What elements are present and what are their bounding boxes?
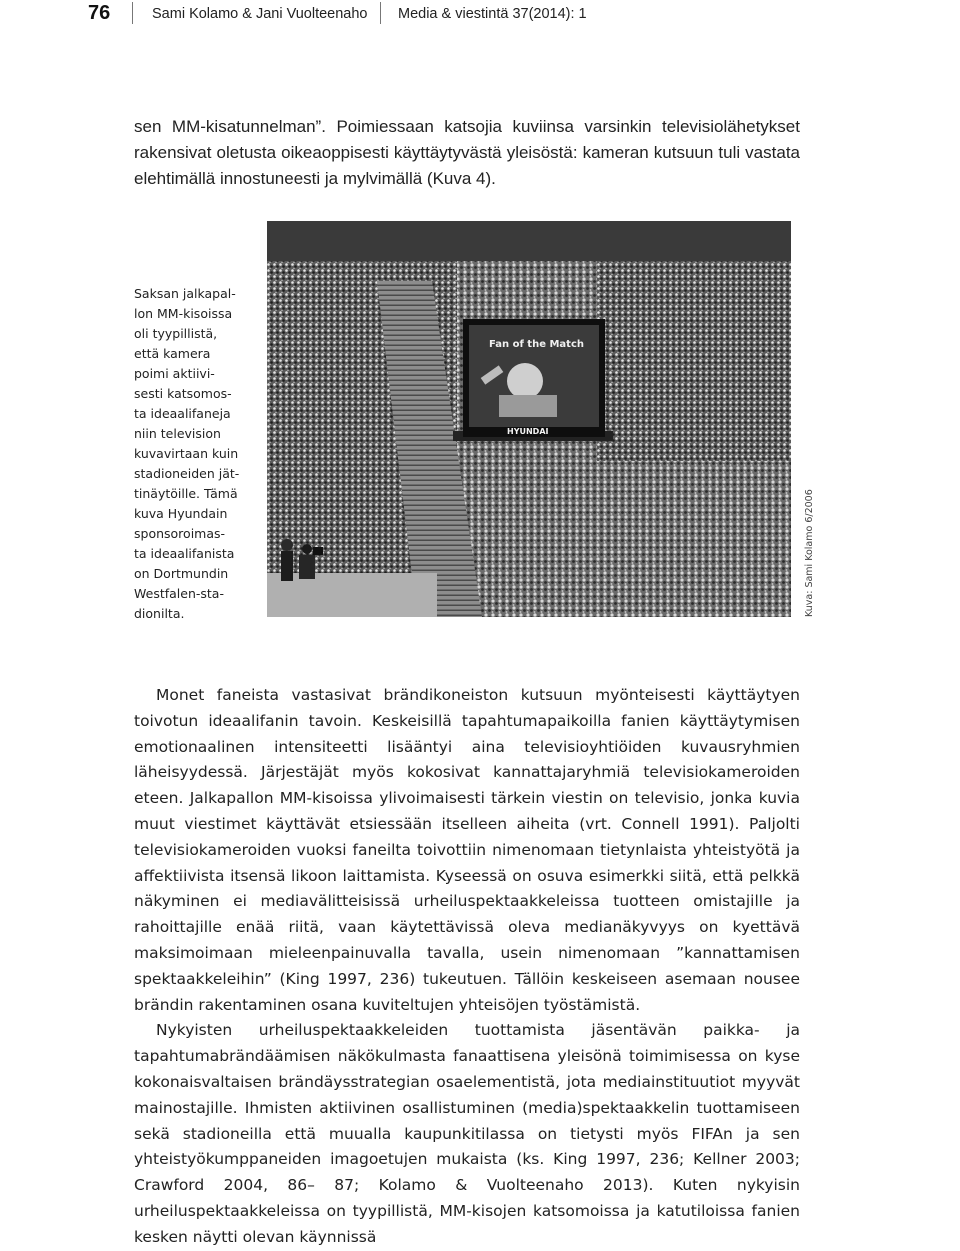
crowd-upper-right [597, 261, 791, 461]
stadium-roof [267, 221, 791, 261]
caption-line: sesti katsomos- [134, 386, 232, 401]
caption-line: dionilta. [134, 606, 185, 621]
photo-credit: Kuva: Sami Kolamo 6/2006 [804, 489, 815, 617]
screen-sponsor: HYUNDAI [507, 427, 549, 436]
intro-paragraph: sen MM-kisatunnelman”. Poimiessaan katsojia kuviinsa varsinkin televisiolähetykset rakensivat oletusta oikeaoppisesti käyttäytyvästä yleisöstä: kameran kutsuun tuli vastata elehtimällä innostuneesti ja mylvimällä (Kuva 4). [134, 117, 800, 188]
caption-line: Saksan jalkapal- [134, 286, 236, 301]
running-header [0, 0, 960, 40]
caption-line: on Dortmundin [134, 566, 229, 581]
figure-caption [134, 284, 259, 624]
video-screen [463, 319, 605, 437]
header-authors: Sami Kolamo & Jani Vuolteenaho [152, 6, 368, 22]
screen-title: Fan of the Match [489, 339, 584, 350]
caption-line: niin television [134, 426, 221, 441]
caption-line: lon MM-kisoissa [134, 306, 233, 321]
caption-line: Westfalen-sta- [134, 586, 224, 601]
caption-line: kuva Hyundain [134, 506, 228, 521]
stadium-photo [267, 221, 791, 617]
header-divider [132, 2, 133, 24]
caption-line: ta ideaalifanista [134, 546, 235, 561]
page-number: 76 [88, 2, 111, 24]
crowd-lower-right [517, 461, 791, 617]
caption-line: oli tyypillistä, [134, 326, 218, 341]
body-paragraph: Nykyisten urheiluspektaakkeleiden tuottamista jäsentävän paikka- ja tapahtumabrändäämisen näkökulmasta fanaattisena yleisönä toimimisessa on kyse kokonaisvaltaisen brändäysstrategian osaelementistä, jota mediainstituutiot myyvät mainostajille. Ihmisten aktiivinen osallistuminen (media)spektaakkelin tuottamiseen sekä stadioneilla että muualla kaupunkitilassa on tietysti myös FIFAn ja sen yhteistyökumppaneiden imagoetujen mukaista (ks. King 1997, 236; Kellner 2003; Crawford 2004, 86– 87; Kolamo & Vuolteenaho 2013). Kuten nykyisin urheiluspektaakkeleissa on tyypillistä, MM-kisojen katsomoissa ja katutiloissa fanien kesken näytti olevan käynnissä [134, 1021, 800, 1246]
caption-line: stadioneiden jät- [134, 466, 240, 481]
body-paragraph: Monet faneista vastasivat brändikoneiston kutsuun myönteisesti käyttäytyen toivotun ideaalifanin tavoin. Keskeisillä tapahtumapaikoilla fanien käyttäytymisen emotionaalinen intensiteetti lisääntyi aina televisioyhtiöiden kuvausryhmien läheisyydessä. Järjestäjät myös kokosivat kannattajaryhmiä televisiokameroiden eteen. Jalkapallon MM-kisoissa ylivoimaisesti tärkein viestin on televisio, jonka kuvia muut viestimet käyttävät etsiessään itselleen aiheita (vrt. Connell 1991). Paljolti televisiokameroiden vuoksi faneilta toivottiin nimenomaan tietynlaista yhteistyötä ja affektiivista itsensä likoon laittamista. Kyseessä on osuva esimerkki siitä, että pelkkä näkyminen ei mediavälitteisissä urheiluspektaakkeleissa tuotteen omistajille ja rahoittajille enää riitä, vaan käytettävissä oleva medianäkyvyys on kyettävä maksimoimaan mieleenpainuvalla tavalla, usein nimenomaan ”kannattamisen spektaakkeleihin” (King 1997, 236) tukeutuen. Tällöin keskeiseen asemaan nousee brändin rakentaminen osana kuviteltujen yhteisöjen työstämistä. [134, 686, 800, 1014]
caption-line: ta ideaalifaneja [134, 406, 231, 421]
header-journal: Media & viestintä 37(2014): 1 [398, 6, 587, 22]
body-text [134, 683, 800, 1251]
caption-line: sponsoroimas- [134, 526, 226, 541]
caption-line: poimi aktiivi- [134, 366, 215, 381]
caption-line: että kamera [134, 346, 211, 361]
caption-line: tinäytöille. Tämä [134, 486, 238, 501]
caption-line: kuvavirtaan kuin [134, 446, 239, 461]
header-divider [380, 2, 381, 24]
